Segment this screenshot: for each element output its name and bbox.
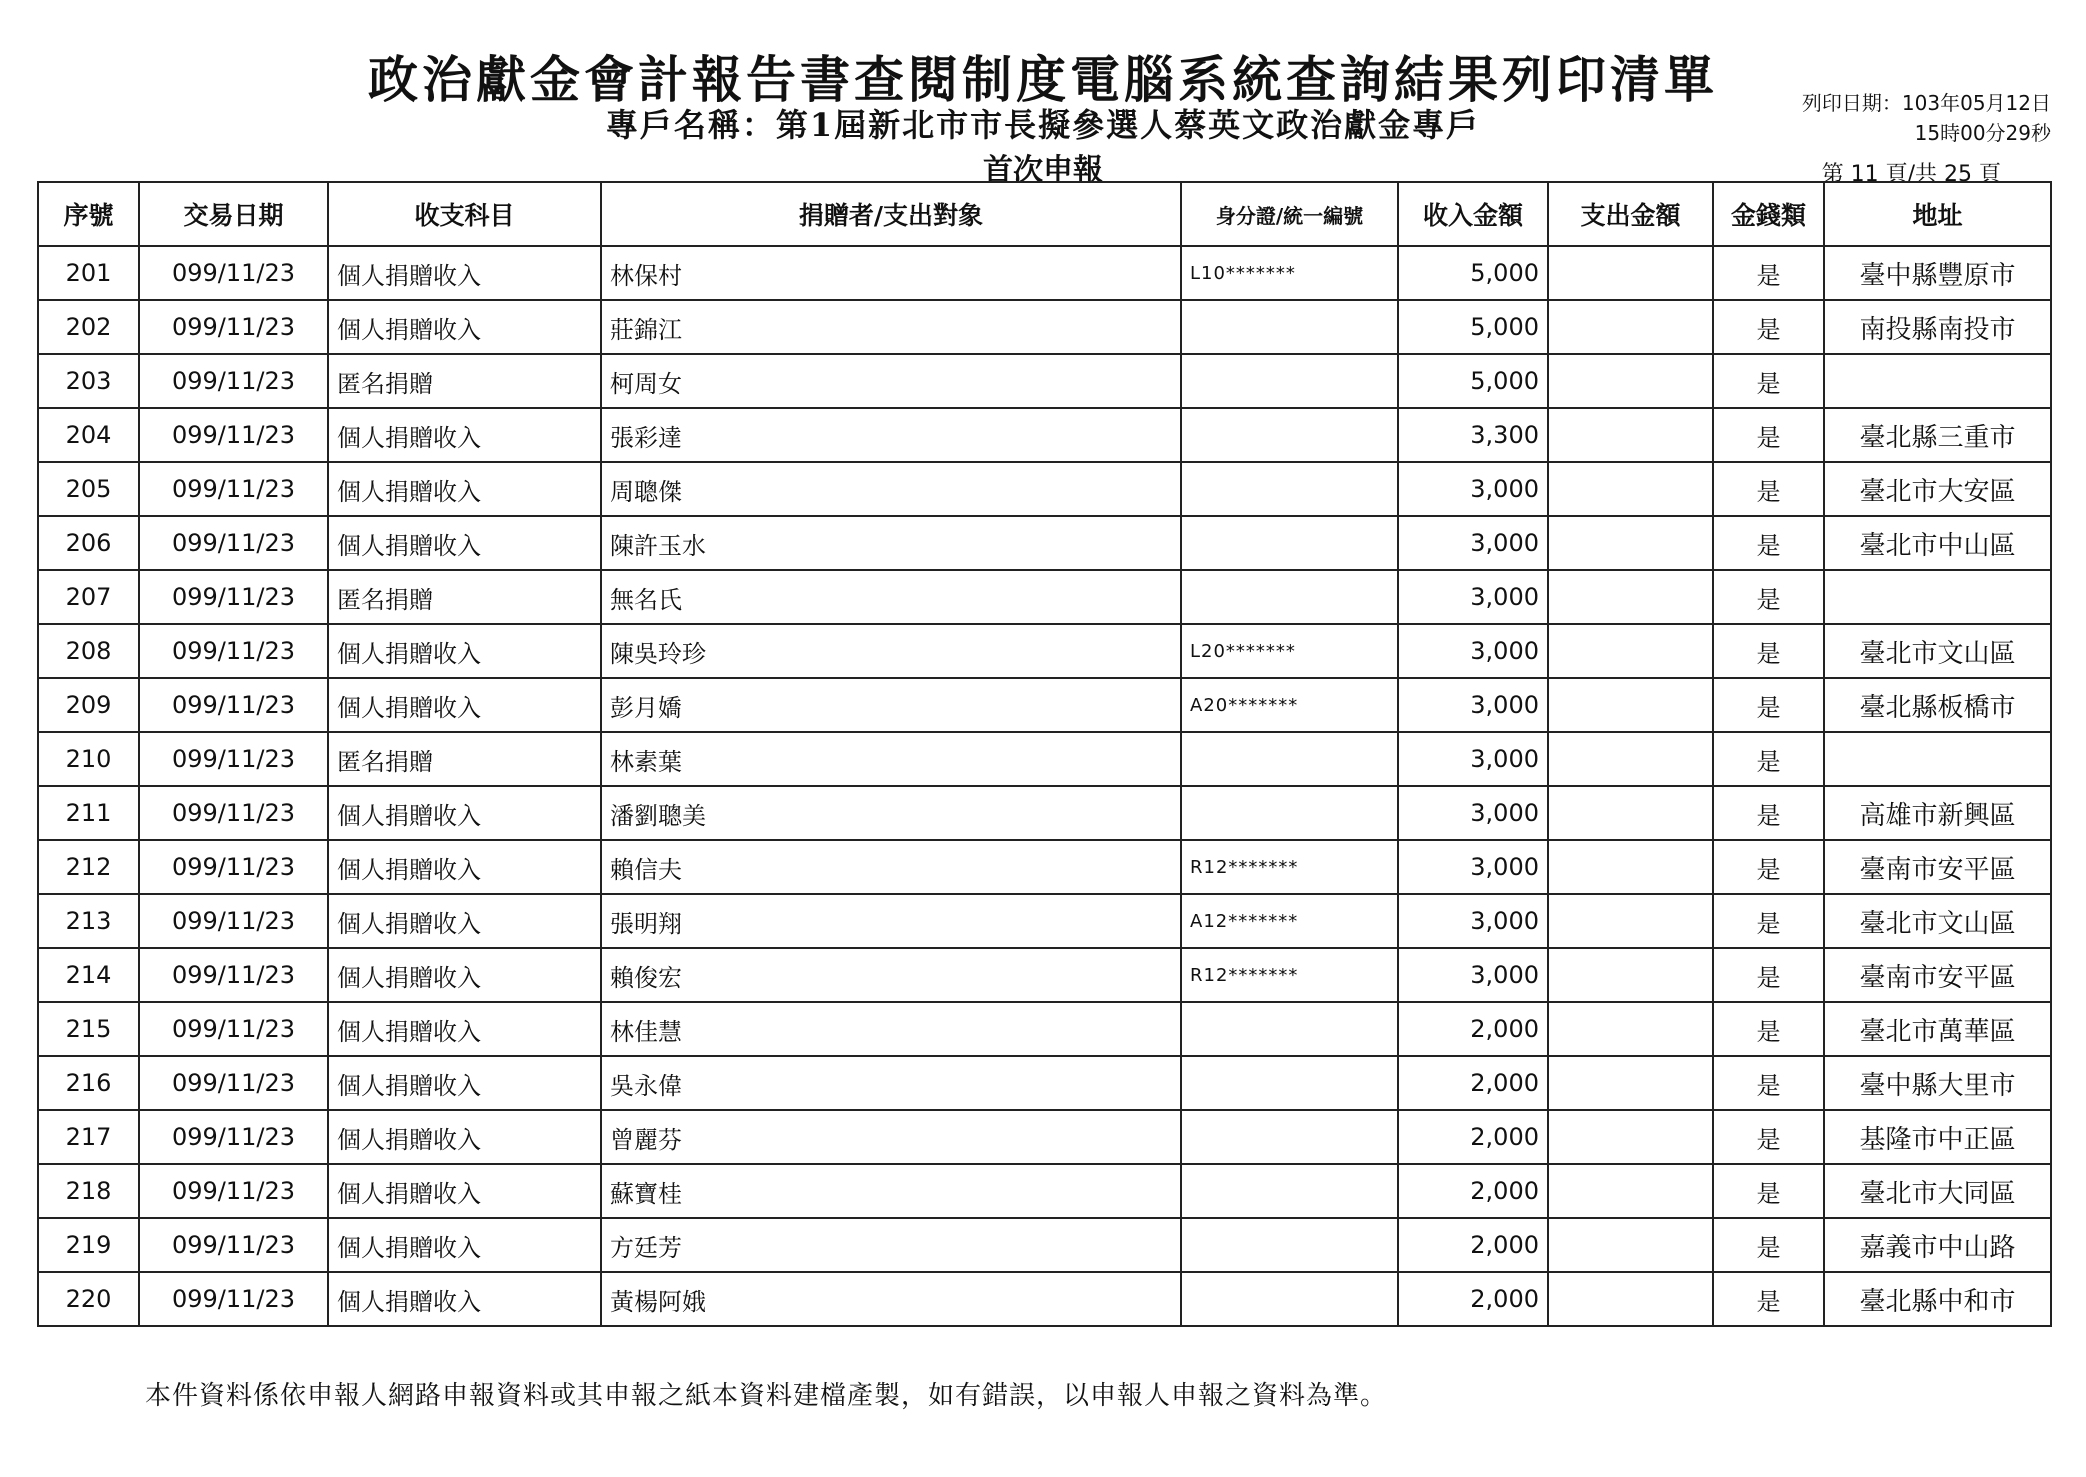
date-cell: 099/11/23 bbox=[139, 408, 328, 462]
document-title: 政治獻金會計報告書查閱制度電腦系統查詢結果列印清單 bbox=[368, 50, 1718, 109]
date-cell: 099/11/23 bbox=[139, 570, 328, 624]
id-number-cell bbox=[1181, 462, 1398, 516]
address-cell: 臺北市大安區 bbox=[1824, 462, 2051, 516]
donor-cell: 柯周女 bbox=[601, 354, 1181, 408]
donor-cell: 林素葉 bbox=[601, 732, 1181, 786]
expense-cell bbox=[1548, 948, 1713, 1002]
print-time: 15時00分29秒 bbox=[1914, 121, 2051, 145]
expense-cell bbox=[1548, 354, 1713, 408]
id-number-cell bbox=[1181, 732, 1398, 786]
id-number-cell bbox=[1181, 1002, 1398, 1056]
address-cell: 臺北縣板橋市 bbox=[1824, 678, 2051, 732]
serial-cell: 201 bbox=[38, 246, 139, 300]
serial-cell: 207 bbox=[38, 570, 139, 624]
donor-cell: 吳永偉 bbox=[601, 1056, 1181, 1110]
expense-cell bbox=[1548, 1218, 1713, 1272]
donor-cell: 曾麗芬 bbox=[601, 1110, 1181, 1164]
donor-cell: 黃楊阿娥 bbox=[601, 1272, 1181, 1326]
address-cell: 高雄市新興區 bbox=[1824, 786, 2051, 840]
footer-note: 本件資料係依申報人網路申報資料或其申報之紙本資料建檔產製，如有錯誤，以申報人申報之資料為準。 bbox=[145, 1381, 1388, 1411]
income-cell: 3,000 bbox=[1398, 516, 1548, 570]
donor-cell: 張彩達 bbox=[601, 408, 1181, 462]
page-indicator: 第 11 頁/共 25 頁 bbox=[1821, 162, 2001, 187]
monetary-cell: 是 bbox=[1713, 1272, 1824, 1326]
monetary-cell: 是 bbox=[1713, 732, 1824, 786]
serial-cell: 216 bbox=[38, 1056, 139, 1110]
date-cell: 099/11/23 bbox=[139, 1164, 328, 1218]
table-row bbox=[38, 1164, 2051, 1218]
date-cell: 099/11/23 bbox=[139, 732, 328, 786]
id-number-cell: L20******* bbox=[1181, 624, 1398, 678]
id-number-cell bbox=[1181, 300, 1398, 354]
address-cell: 臺中縣豐原市 bbox=[1824, 246, 2051, 300]
id-number-cell bbox=[1181, 1218, 1398, 1272]
column-header: 收支科目 bbox=[328, 182, 601, 246]
serial-cell: 220 bbox=[38, 1272, 139, 1326]
date-cell: 099/11/23 bbox=[139, 1218, 328, 1272]
ledger-table bbox=[37, 181, 2052, 1327]
address-cell: 臺北市中山區 bbox=[1824, 516, 2051, 570]
date-cell: 099/11/23 bbox=[139, 246, 328, 300]
date-cell: 099/11/23 bbox=[139, 624, 328, 678]
income-cell: 2,000 bbox=[1398, 1110, 1548, 1164]
address-cell: 臺北市文山區 bbox=[1824, 894, 2051, 948]
address-cell: 臺北縣三重市 bbox=[1824, 408, 2051, 462]
monetary-cell: 是 bbox=[1713, 570, 1824, 624]
serial-cell: 213 bbox=[38, 894, 139, 948]
account-name: 專戶名稱：第1屆新北市市長擬參選人蔡英文政治獻金專戶 bbox=[605, 106, 1481, 144]
donor-cell: 蘇寶桂 bbox=[601, 1164, 1181, 1218]
category-cell: 個人捐贈收入 bbox=[328, 1002, 601, 1056]
print-date: 列印日期：103年05月12日 bbox=[1801, 91, 2051, 115]
expense-cell bbox=[1548, 570, 1713, 624]
monetary-cell: 是 bbox=[1713, 894, 1824, 948]
category-cell: 個人捐贈收入 bbox=[328, 246, 601, 300]
income-cell: 2,000 bbox=[1398, 1164, 1548, 1218]
date-cell: 099/11/23 bbox=[139, 516, 328, 570]
monetary-cell: 是 bbox=[1713, 354, 1824, 408]
income-cell: 2,000 bbox=[1398, 1056, 1548, 1110]
table-row bbox=[38, 408, 2051, 462]
table-row bbox=[38, 570, 2051, 624]
id-number-cell bbox=[1181, 1110, 1398, 1164]
id-number-cell bbox=[1181, 570, 1398, 624]
donor-cell: 林保村 bbox=[601, 246, 1181, 300]
table-header-row bbox=[38, 182, 2051, 246]
serial-cell: 206 bbox=[38, 516, 139, 570]
monetary-cell: 是 bbox=[1713, 840, 1824, 894]
serial-cell: 205 bbox=[38, 462, 139, 516]
income-cell: 5,000 bbox=[1398, 246, 1548, 300]
serial-cell: 212 bbox=[38, 840, 139, 894]
donor-cell: 莊錦江 bbox=[601, 300, 1181, 354]
id-number-cell bbox=[1181, 516, 1398, 570]
date-cell: 099/11/23 bbox=[139, 354, 328, 408]
date-cell: 099/11/23 bbox=[139, 894, 328, 948]
column-header: 捐贈者/支出對象 bbox=[601, 182, 1181, 246]
income-cell: 3,000 bbox=[1398, 948, 1548, 1002]
donor-cell: 陳許玉水 bbox=[601, 516, 1181, 570]
income-cell: 3,000 bbox=[1398, 624, 1548, 678]
expense-cell bbox=[1548, 1272, 1713, 1326]
expense-cell bbox=[1548, 894, 1713, 948]
date-cell: 099/11/23 bbox=[139, 1110, 328, 1164]
table-row bbox=[38, 354, 2051, 408]
monetary-cell: 是 bbox=[1713, 462, 1824, 516]
monetary-cell: 是 bbox=[1713, 516, 1824, 570]
address-cell: 臺北市大同區 bbox=[1824, 1164, 2051, 1218]
income-cell: 3,000 bbox=[1398, 732, 1548, 786]
column-header: 支出金額 bbox=[1548, 182, 1713, 246]
donor-cell: 彭月嬌 bbox=[601, 678, 1181, 732]
date-cell: 099/11/23 bbox=[139, 948, 328, 1002]
expense-cell bbox=[1548, 246, 1713, 300]
monetary-cell: 是 bbox=[1713, 1110, 1824, 1164]
address-cell bbox=[1824, 570, 2051, 624]
table-row bbox=[38, 678, 2051, 732]
id-number-cell bbox=[1181, 1164, 1398, 1218]
category-cell: 個人捐贈收入 bbox=[328, 1164, 601, 1218]
expense-cell bbox=[1548, 786, 1713, 840]
address-cell: 南投縣南投市 bbox=[1824, 300, 2051, 354]
address-cell: 臺北市萬華區 bbox=[1824, 1002, 2051, 1056]
serial-cell: 218 bbox=[38, 1164, 139, 1218]
serial-cell: 219 bbox=[38, 1218, 139, 1272]
date-cell: 099/11/23 bbox=[139, 1056, 328, 1110]
income-cell: 3,000 bbox=[1398, 678, 1548, 732]
donor-cell: 潘劉聰美 bbox=[601, 786, 1181, 840]
date-cell: 099/11/23 bbox=[139, 462, 328, 516]
table-row bbox=[38, 246, 2051, 300]
address-cell: 臺北市文山區 bbox=[1824, 624, 2051, 678]
date-cell: 099/11/23 bbox=[139, 1272, 328, 1326]
expense-cell bbox=[1548, 732, 1713, 786]
income-cell: 3,000 bbox=[1398, 840, 1548, 894]
monetary-cell: 是 bbox=[1713, 1164, 1824, 1218]
income-cell: 3,000 bbox=[1398, 786, 1548, 840]
serial-cell: 202 bbox=[38, 300, 139, 354]
address-cell: 臺南市安平區 bbox=[1824, 840, 2051, 894]
table-row bbox=[38, 462, 2051, 516]
category-cell: 個人捐贈收入 bbox=[328, 678, 601, 732]
income-cell: 3,000 bbox=[1398, 462, 1548, 516]
serial-cell: 204 bbox=[38, 408, 139, 462]
id-number-cell: A20******* bbox=[1181, 678, 1398, 732]
monetary-cell: 是 bbox=[1713, 678, 1824, 732]
date-cell: 099/11/23 bbox=[139, 840, 328, 894]
income-cell: 5,000 bbox=[1398, 354, 1548, 408]
serial-cell: 215 bbox=[38, 1002, 139, 1056]
table-row bbox=[38, 1056, 2051, 1110]
monetary-cell: 是 bbox=[1713, 786, 1824, 840]
expense-cell bbox=[1548, 1110, 1713, 1164]
monetary-cell: 是 bbox=[1713, 300, 1824, 354]
serial-cell: 217 bbox=[38, 1110, 139, 1164]
category-cell: 個人捐贈收入 bbox=[328, 462, 601, 516]
table-row bbox=[38, 786, 2051, 840]
monetary-cell: 是 bbox=[1713, 1002, 1824, 1056]
monetary-cell: 是 bbox=[1713, 624, 1824, 678]
table-row bbox=[38, 624, 2051, 678]
table-row bbox=[38, 948, 2051, 1002]
serial-cell: 209 bbox=[38, 678, 139, 732]
serial-cell: 214 bbox=[38, 948, 139, 1002]
id-number-cell bbox=[1181, 408, 1398, 462]
donor-cell: 方廷芳 bbox=[601, 1218, 1181, 1272]
column-header: 身分證/統一編號 bbox=[1181, 182, 1398, 246]
id-number-cell bbox=[1181, 354, 1398, 408]
table-row bbox=[38, 1002, 2051, 1056]
donor-cell: 陳吳玲珍 bbox=[601, 624, 1181, 678]
income-cell: 2,000 bbox=[1398, 1272, 1548, 1326]
table-row bbox=[38, 1272, 2051, 1326]
expense-cell bbox=[1548, 840, 1713, 894]
category-cell: 個人捐贈收入 bbox=[328, 840, 601, 894]
print-info bbox=[1721, 88, 2051, 148]
table-row bbox=[38, 300, 2051, 354]
column-header: 交易日期 bbox=[139, 182, 328, 246]
address-cell: 臺中縣大里市 bbox=[1824, 1056, 2051, 1110]
income-cell: 2,000 bbox=[1398, 1218, 1548, 1272]
category-cell: 個人捐贈收入 bbox=[328, 948, 601, 1002]
donor-cell: 張明翔 bbox=[601, 894, 1181, 948]
expense-cell bbox=[1548, 1164, 1713, 1218]
table-row bbox=[38, 1218, 2051, 1272]
id-number-cell: R12******* bbox=[1181, 840, 1398, 894]
category-cell: 個人捐贈收入 bbox=[328, 408, 601, 462]
donor-cell: 周聰傑 bbox=[601, 462, 1181, 516]
monetary-cell: 是 bbox=[1713, 1218, 1824, 1272]
table-row bbox=[38, 732, 2051, 786]
category-cell: 匿名捐贈 bbox=[328, 354, 601, 408]
column-header: 序號 bbox=[38, 182, 139, 246]
date-cell: 099/11/23 bbox=[139, 1002, 328, 1056]
address-cell: 基隆市中正區 bbox=[1824, 1110, 2051, 1164]
category-cell: 個人捐贈收入 bbox=[328, 300, 601, 354]
donor-cell: 無名氏 bbox=[601, 570, 1181, 624]
id-number-cell bbox=[1181, 1272, 1398, 1326]
serial-cell: 211 bbox=[38, 786, 139, 840]
address-cell: 嘉義市中山路 bbox=[1824, 1218, 2051, 1272]
category-cell: 個人捐贈收入 bbox=[328, 1110, 601, 1164]
expense-cell bbox=[1548, 1002, 1713, 1056]
expense-cell bbox=[1548, 678, 1713, 732]
table-row bbox=[38, 894, 2051, 948]
id-number-cell bbox=[1181, 1056, 1398, 1110]
monetary-cell: 是 bbox=[1713, 408, 1824, 462]
monetary-cell: 是 bbox=[1713, 246, 1824, 300]
column-header: 金錢類 bbox=[1713, 182, 1824, 246]
donor-cell: 賴信夫 bbox=[601, 840, 1181, 894]
category-cell: 個人捐贈收入 bbox=[328, 1218, 601, 1272]
date-cell: 099/11/23 bbox=[139, 786, 328, 840]
column-header: 收入金額 bbox=[1398, 182, 1548, 246]
id-number-cell bbox=[1181, 786, 1398, 840]
table-body bbox=[38, 246, 2051, 1326]
expense-cell bbox=[1548, 624, 1713, 678]
category-cell: 個人捐贈收入 bbox=[328, 1056, 601, 1110]
donor-cell: 賴俊宏 bbox=[601, 948, 1181, 1002]
table-row bbox=[38, 1110, 2051, 1164]
category-cell: 匿名捐贈 bbox=[328, 570, 601, 624]
donor-cell: 林佳慧 bbox=[601, 1002, 1181, 1056]
column-header: 地址 bbox=[1824, 182, 2051, 246]
date-cell: 099/11/23 bbox=[139, 678, 328, 732]
expense-cell bbox=[1548, 462, 1713, 516]
income-cell: 3,000 bbox=[1398, 570, 1548, 624]
address-cell bbox=[1824, 732, 2051, 786]
category-cell: 個人捐贈收入 bbox=[328, 624, 601, 678]
address-cell: 臺南市安平區 bbox=[1824, 948, 2051, 1002]
id-number-cell: A12******* bbox=[1181, 894, 1398, 948]
expense-cell bbox=[1548, 300, 1713, 354]
expense-cell bbox=[1548, 516, 1713, 570]
serial-cell: 208 bbox=[38, 624, 139, 678]
category-cell: 個人捐贈收入 bbox=[328, 516, 601, 570]
category-cell: 個人捐贈收入 bbox=[328, 786, 601, 840]
id-number-cell: L10******* bbox=[1181, 246, 1398, 300]
address-cell bbox=[1824, 354, 2051, 408]
serial-cell: 203 bbox=[38, 354, 139, 408]
table-row bbox=[38, 840, 2051, 894]
category-cell: 個人捐贈收入 bbox=[328, 1272, 601, 1326]
id-number-cell: R12******* bbox=[1181, 948, 1398, 1002]
category-cell: 個人捐贈收入 bbox=[328, 894, 601, 948]
expense-cell bbox=[1548, 1056, 1713, 1110]
income-cell: 3,300 bbox=[1398, 408, 1548, 462]
table-row bbox=[38, 516, 2051, 570]
monetary-cell: 是 bbox=[1713, 948, 1824, 1002]
date-cell: 099/11/23 bbox=[139, 300, 328, 354]
expense-cell bbox=[1548, 408, 1713, 462]
report-type: 首次申報 bbox=[983, 153, 1103, 188]
monetary-cell: 是 bbox=[1713, 1056, 1824, 1110]
address-cell: 臺北縣中和市 bbox=[1824, 1272, 2051, 1326]
serial-cell: 210 bbox=[38, 732, 139, 786]
income-cell: 3,000 bbox=[1398, 894, 1548, 948]
income-cell: 2,000 bbox=[1398, 1002, 1548, 1056]
category-cell: 匿名捐贈 bbox=[328, 732, 601, 786]
income-cell: 5,000 bbox=[1398, 300, 1548, 354]
